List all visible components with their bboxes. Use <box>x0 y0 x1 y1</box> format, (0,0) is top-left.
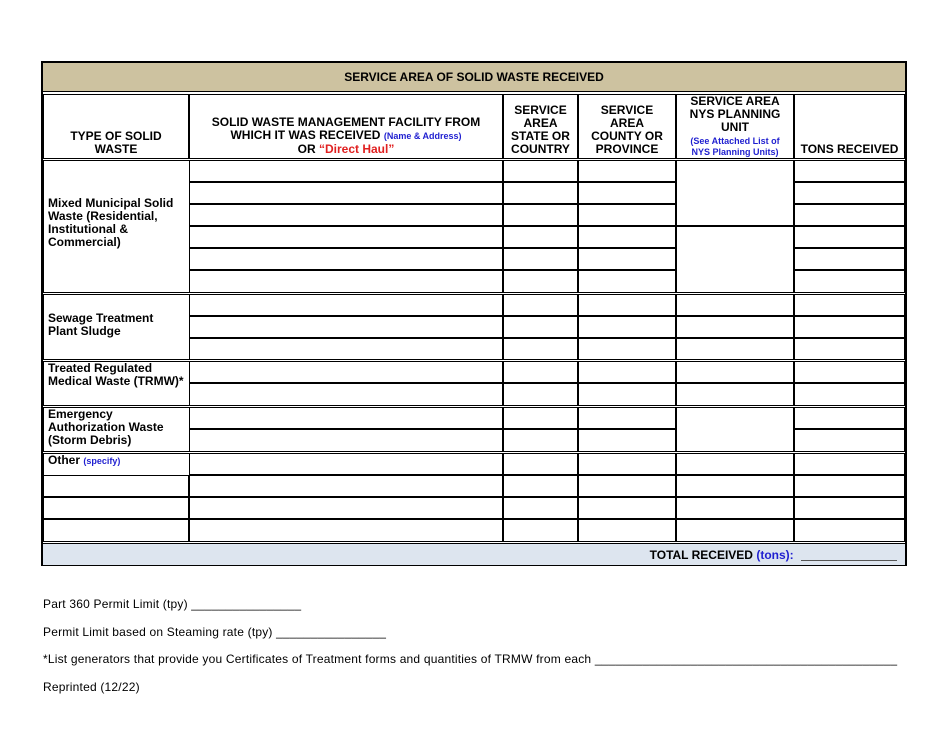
other-type-cell[interactable] <box>43 519 189 542</box>
emergency-facility-cell[interactable] <box>189 429 503 452</box>
header-facility-note: (Name & Address) <box>383 131 462 141</box>
sludge-facility-cell[interactable] <box>189 294 503 316</box>
other-nys-cell[interactable] <box>676 519 794 542</box>
type-other-note: (specify) <box>83 456 121 466</box>
generators-note[interactable]: *List generators that provide you Certificates of Treatment forms and quantities of TRMW from each ____________________________________________ <box>43 652 898 666</box>
msw-state-cell[interactable] <box>503 226 578 248</box>
sludge-state-cell[interactable] <box>503 294 578 316</box>
sludge-county-cell[interactable] <box>578 294 676 316</box>
other-state-cell[interactable] <box>503 453 578 475</box>
emergency-tons-cell[interactable] <box>794 429 905 452</box>
type-sludge: Sewage Treatment Plant Sludge <box>48 311 154 338</box>
other-county-cell[interactable] <box>578 475 676 497</box>
header-facility <box>189 94 503 159</box>
trmw-nys-cell[interactable] <box>676 361 794 383</box>
trmw-facility-cell[interactable] <box>189 361 503 383</box>
other-facility-cell[interactable] <box>189 519 503 542</box>
msw-facility-cell[interactable] <box>189 204 503 226</box>
sludge-nys-cell[interactable] <box>676 294 794 316</box>
msw-tons-cell[interactable] <box>794 160 905 182</box>
other-state-cell[interactable] <box>503 475 578 497</box>
msw-state-cell[interactable] <box>503 182 578 204</box>
total-unit: (tons): <box>756 548 794 562</box>
msw-tons-cell[interactable] <box>794 182 905 204</box>
other-state-cell[interactable] <box>503 519 578 542</box>
type-other-label: Other <box>48 453 81 467</box>
other-tons-cell[interactable] <box>794 453 905 475</box>
msw-county-cell[interactable] <box>578 204 676 226</box>
trmw-tons-cell[interactable] <box>794 383 905 406</box>
sludge-tons-cell[interactable] <box>794 294 905 316</box>
msw-facility-cell[interactable] <box>189 248 503 270</box>
sludge-state-cell[interactable] <box>503 338 578 360</box>
sludge-nys-cell[interactable] <box>676 316 794 338</box>
trmw-tons-cell[interactable] <box>794 361 905 383</box>
header-facility-main: SOLID WASTE MANAGEMENT FACILITY FROM WHICH IT WAS RECEIVED <box>211 115 481 142</box>
msw-nys-cell[interactable] <box>676 160 794 226</box>
type-msw: Mixed Municipal Solid Waste (Residential, Institutional & Commercial) <box>48 196 174 249</box>
msw-state-cell[interactable] <box>503 160 578 182</box>
other-county-cell[interactable] <box>578 519 676 542</box>
total-label: TOTAL RECEIVED <box>649 548 753 562</box>
msw-county-cell[interactable] <box>578 160 676 182</box>
other-type-cell[interactable] <box>43 475 189 497</box>
other-county-cell[interactable] <box>578 497 676 519</box>
msw-tons-cell[interactable] <box>794 248 905 270</box>
trmw-state-cell[interactable] <box>503 361 578 383</box>
header-facility-or: OR <box>297 142 316 156</box>
sludge-facility-cell[interactable] <box>189 338 503 360</box>
emergency-tons-cell[interactable] <box>794 407 905 429</box>
reprinted-note: Reprinted (12/22) <box>43 680 140 694</box>
total-input[interactable] <box>801 546 897 561</box>
other-tons-cell[interactable] <box>794 497 905 519</box>
trmw-state-cell[interactable] <box>503 383 578 406</box>
type-other <box>44 454 188 468</box>
sludge-nys-cell[interactable] <box>676 338 794 360</box>
other-type-cell[interactable] <box>43 497 189 519</box>
other-nys-cell[interactable] <box>676 497 794 519</box>
msw-tons-cell[interactable] <box>794 226 905 248</box>
steaming-limit-line[interactable]: Permit Limit based on Steaming rate (tpy) ________________ <box>43 625 387 639</box>
msw-facility-cell[interactable] <box>189 182 503 204</box>
msw-tons-cell[interactable] <box>794 270 905 293</box>
msw-tons-cell[interactable] <box>794 204 905 226</box>
sludge-state-cell[interactable] <box>503 316 578 338</box>
trmw-facility-cell[interactable] <box>189 383 503 406</box>
header-nys-note: (See Attached List of NYS Planning Units) <box>690 136 780 157</box>
other-facility-cell[interactable] <box>189 475 503 497</box>
trmw-county-cell[interactable] <box>578 383 676 406</box>
msw-facility-cell[interactable] <box>189 160 503 182</box>
msw-state-cell[interactable] <box>503 248 578 270</box>
sludge-tons-cell[interactable] <box>794 316 905 338</box>
header-county: SERVICE AREA COUNTY OR PROVINCE <box>578 94 676 159</box>
trmw-county-cell[interactable] <box>578 361 676 383</box>
other-state-cell[interactable] <box>503 497 578 519</box>
other-nys-cell[interactable] <box>676 475 794 497</box>
other-facility-cell[interactable] <box>189 497 503 519</box>
msw-county-cell[interactable] <box>578 248 676 270</box>
trmw-nys-cell[interactable] <box>676 383 794 406</box>
msw-county-cell[interactable] <box>578 226 676 248</box>
msw-facility-cell[interactable] <box>189 226 503 248</box>
header-nys: SERVICE AREA NYS PLANNING UNIT (See Attached List of NYS Planning Units) <box>676 94 794 159</box>
other-nys-cell[interactable] <box>676 453 794 475</box>
emergency-state-cell[interactable] <box>503 429 578 452</box>
emergency-facility-cell[interactable] <box>189 407 503 429</box>
msw-state-cell[interactable] <box>503 204 578 226</box>
msw-facility-cell[interactable] <box>189 270 503 293</box>
msw-nys-cell[interactable] <box>676 226 794 293</box>
type-trmw: Treated Regulated Medical Waste (TRMW)* <box>48 361 184 388</box>
emergency-county-cell[interactable] <box>578 407 676 429</box>
total-row <box>43 543 905 565</box>
header-type: TYPE OF SOLID WASTE <box>43 94 189 159</box>
sludge-tons-cell[interactable] <box>794 338 905 360</box>
permit-limit-line[interactable]: Part 360 Permit Limit (tpy) ________________ <box>43 597 302 611</box>
emergency-nys-cell[interactable] <box>676 407 794 452</box>
type-emergency: Emergency Authorization Waste (Storm Debris) <box>48 407 164 447</box>
header-tons: TONS RECEIVED <box>794 94 905 159</box>
sludge-county-cell[interactable] <box>578 338 676 360</box>
table-title: SERVICE AREA OF SOLID WASTE RECEIVED <box>43 63 905 92</box>
msw-county-cell[interactable] <box>578 182 676 204</box>
other-tons-cell[interactable] <box>794 475 905 497</box>
sludge-county-cell[interactable] <box>578 316 676 338</box>
other-county-cell[interactable] <box>578 453 676 475</box>
msw-county-cell[interactable] <box>578 270 676 293</box>
other-facility-cell[interactable] <box>189 453 503 475</box>
msw-state-cell[interactable] <box>503 270 578 293</box>
emergency-county-cell[interactable] <box>578 429 676 452</box>
other-tons-cell[interactable] <box>794 519 905 542</box>
header-state: SERVICE AREA STATE OR COUNTRY <box>503 94 578 159</box>
sludge-facility-cell[interactable] <box>189 316 503 338</box>
header-facility-direct: “Direct Haul” <box>318 142 395 156</box>
emergency-state-cell[interactable] <box>503 407 578 429</box>
